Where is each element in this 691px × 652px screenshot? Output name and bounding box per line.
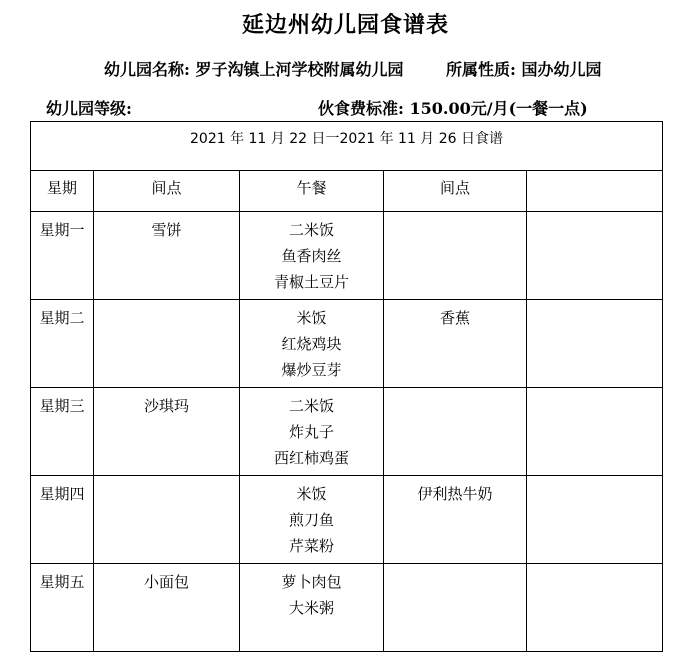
- page-title: 延边州幼儿园食谱表: [241, 13, 449, 38]
- lunch-cell: [240, 476, 384, 564]
- header-snack-1: 间点: [94, 171, 240, 212]
- lunch-cell: [240, 388, 384, 476]
- header-lunch: 午餐: [240, 171, 384, 212]
- lunch-cell: [240, 212, 384, 300]
- header-extra: [527, 171, 663, 212]
- table-row: [31, 388, 663, 476]
- extra-cell: [527, 212, 663, 300]
- menu-table: [30, 121, 663, 652]
- lunch-item: 芹菜粉: [288, 537, 334, 555]
- snack2-cell: [384, 212, 527, 300]
- kindergarten-level-label: 幼儿园等级:: [46, 99, 132, 118]
- snack1-cell: [94, 476, 240, 564]
- snack1-cell: 沙琪玛: [94, 388, 240, 476]
- snack1-cell: 小面包: [94, 564, 240, 652]
- snack1-cell: [94, 300, 240, 388]
- lunch-cell: [240, 564, 384, 652]
- meal-fee-label: 伙食费标准:: [318, 99, 404, 118]
- snack2-cell: 香蕉: [384, 300, 527, 388]
- kindergarten-nature: [446, 57, 602, 80]
- meal-fee-value: 150.00元/月(一餐一点): [409, 99, 588, 118]
- table-header-row: [31, 171, 663, 212]
- day-cell: 星期一: [31, 212, 94, 300]
- lunch-item: 爆炒豆芽: [281, 361, 342, 379]
- kindergarten-name-value: 罗子沟镇上河学校附属幼儿园: [195, 60, 404, 79]
- lunch-item: 西红柿鸡蛋: [273, 449, 349, 467]
- lunch-item: 鱼香肉丝: [281, 247, 342, 265]
- lunch-item: 米饭: [296, 309, 327, 327]
- extra-cell: [527, 300, 663, 388]
- table-row: [31, 300, 663, 388]
- table-row: [31, 476, 663, 564]
- lunch-item: 二米饭: [288, 397, 334, 415]
- lunch-item: 大米粥: [288, 599, 334, 617]
- kindergarten-name: [104, 57, 404, 80]
- extra-cell: [527, 564, 663, 652]
- kindergarten-level: [46, 96, 132, 119]
- day-cell: 星期二: [31, 300, 94, 388]
- table-row: [31, 212, 663, 300]
- day-cell: 星期五: [31, 564, 94, 652]
- extra-cell: [527, 476, 663, 564]
- snack2-cell: [384, 388, 527, 476]
- lunch-item: 红烧鸡块: [281, 335, 342, 353]
- lunch-item: 炸丸子: [288, 423, 334, 441]
- menu-period: 2021 年 11 月 22 日一2021 年 11 月 26 日食谱: [31, 122, 663, 171]
- lunch-item: 二米饭: [288, 221, 334, 239]
- snack2-cell: [384, 564, 527, 652]
- day-cell: 星期四: [31, 476, 94, 564]
- lunch-item: 青椒土豆片: [273, 273, 349, 291]
- lunch-item: 米饭: [296, 485, 327, 503]
- table-row: [31, 564, 663, 652]
- kindergarten-name-label: 幼儿园名称:: [104, 60, 190, 79]
- header-day: 星期: [31, 171, 94, 212]
- snack2-cell: 伊利热牛奶: [384, 476, 527, 564]
- lunch-cell: [240, 300, 384, 388]
- kindergarten-nature-value: 国办幼儿园: [521, 60, 602, 79]
- extra-cell: [527, 388, 663, 476]
- lunch-item: 萝卜肉包: [281, 573, 342, 591]
- day-cell: 星期三: [31, 388, 94, 476]
- header-snack-2: 间点: [384, 171, 527, 212]
- lunch-item: 煎刀鱼: [288, 511, 334, 529]
- snack1-cell: 雪饼: [94, 212, 240, 300]
- meal-fee: [318, 96, 588, 119]
- kindergarten-nature-label: 所属性质:: [446, 60, 516, 79]
